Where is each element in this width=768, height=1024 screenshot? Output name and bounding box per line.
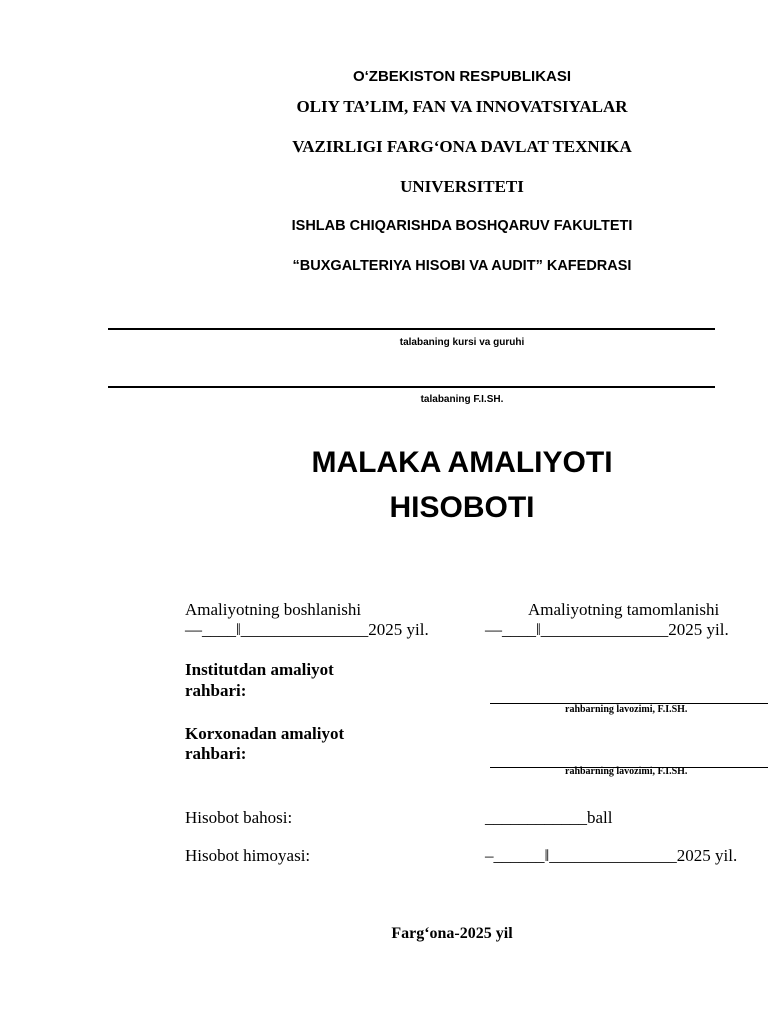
report-grade-value: ____________ball	[485, 808, 613, 827]
department-heading: “BUXGALTERIYA HISOBI VA AUDIT” KAFEDRASI	[292, 258, 632, 274]
report-grade-label: Hisobot bahosi:	[185, 808, 293, 827]
practice-end-label: Amaliyotning tamomlanishi	[528, 600, 720, 619]
report-defense-label: Hisobot himoyasi:	[185, 846, 311, 865]
practice-start-date: ―____‖_______________2025 yil.	[185, 620, 429, 639]
practice-end-date: ―____‖_______________2025 yil.	[485, 620, 729, 639]
republic-heading: O‘ZBEKISTON RESPUBLIKASI	[352, 68, 572, 85]
institute-supervisor-caption: rahbarning lavozimi, F.I.SH.	[565, 704, 688, 715]
report-defense-value: ‒______‖_______________2025 yil.	[485, 846, 738, 865]
institute-supervisor-label-1: Institutdan amaliyot	[185, 660, 334, 679]
company-supervisor-label-1: Korxonadan amaliyot	[185, 724, 345, 743]
place-year-footer: Farg‘ona-2025 yil	[391, 925, 513, 942]
report-title-line-2: HISOBOTI	[389, 491, 535, 524]
student-name-caption: talabaning F.I.SH.	[420, 394, 504, 405]
company-supervisor-caption: rahbarning lavozimi, F.I.SH.	[565, 766, 688, 777]
student-name-line	[108, 386, 715, 388]
institute-supervisor-label-2: rahbari:	[185, 681, 247, 700]
faculty-heading: ISHLAB CHIQARISHDA BOSHQARUV FAKULTETI	[291, 218, 633, 234]
course-group-line	[108, 328, 715, 330]
ministry-heading-line-1: OLIY TA’LIM, FAN VA INNOVATSIYALAR	[296, 97, 628, 116]
company-supervisor-label-2: rahbari:	[185, 744, 247, 763]
practice-start-label: Amaliyotning boshlanishi	[185, 600, 362, 619]
course-group-caption: talabaning kursi va guruhi	[399, 337, 525, 348]
ministry-heading-line-3: UNIVERSITETI	[400, 177, 524, 196]
ministry-heading-line-2: VAZIRLIGI FARG‘ONA DAVLAT TEXNIKA	[292, 137, 632, 156]
report-title-line-1: MALAKA AMALIYOTI	[311, 446, 613, 479]
